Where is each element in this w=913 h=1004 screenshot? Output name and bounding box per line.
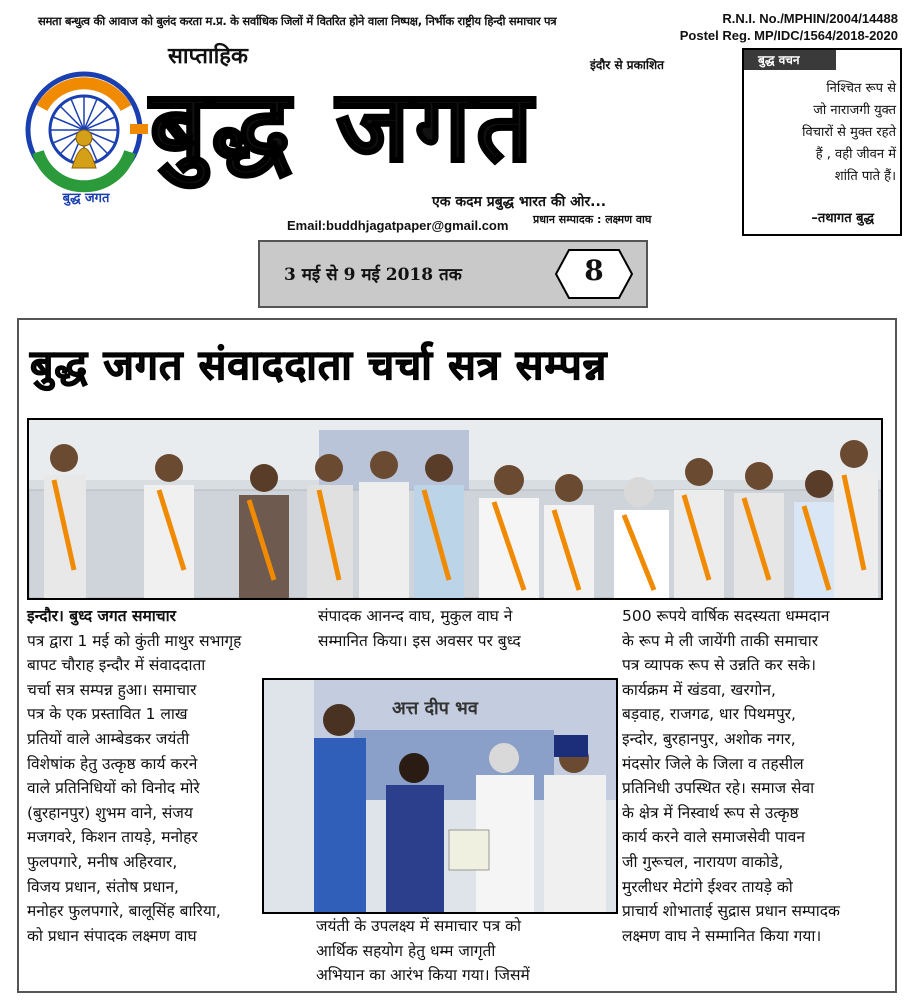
article-line: चर्चा सत्र सम्पन्न हुआ। समाचार	[27, 680, 197, 699]
article-line: विशेषांक हेतु उत्कृष्ठ कार्य करने	[27, 754, 198, 773]
article-line: कार्यक्रम में खंडवा, खरगोन,	[622, 680, 776, 699]
article-line: के रूप मे ली जायेंगी ताकी समाचार	[622, 631, 819, 650]
article-column-3	[622, 604, 890, 948]
article-line: कार्य करने वाले समाजसेवी पावन	[622, 828, 806, 847]
article-line: अभियान का आरंभ किया गया। जिसमें	[316, 966, 530, 985]
rni-number: R.N.I. No./MPHIN/2004/14488	[722, 11, 898, 26]
article-line: (बुरहानपुर) शुभम वाने, संजय	[27, 803, 193, 822]
group-photo	[27, 418, 883, 600]
article-line	[27, 604, 307, 629]
postal-registration: Postel Reg. MP/IDC/1564/2018-2020	[679, 28, 898, 43]
weekly-label: साप्ताहिक	[168, 44, 248, 69]
article-line: को प्रधान संपादक लक्ष्मण वाघ	[27, 926, 197, 945]
article-line: प्रतियों वाले आम्बेडकर जयंती	[27, 729, 190, 748]
article-line: पत्र द्वारा 1 मई को कुंती माथुर सभागृह	[27, 631, 242, 650]
registration-info	[668, 10, 898, 44]
logo-caption: बुद्ध जगत	[62, 191, 110, 206]
photo-banner-text: अत्त दीप भव	[392, 698, 478, 719]
quote-line: जो नाराजगी युक्त	[813, 103, 896, 118]
article-line: प्राचार्य शोभाताई सुद्रास प्रधान सम्पादक	[622, 902, 840, 921]
article-line-text: इन्दौर। बुध्द जगत समाचार	[27, 607, 176, 625]
newspaper-motto: एक कदम प्रबुद्ध भारत की ओर...	[432, 194, 607, 210]
article-column-2-bottom	[316, 914, 616, 988]
chief-editor: प्रधान सम्पादक : लक्ष्मण वाघ	[533, 213, 652, 226]
article-line: विजय प्रधान, संतोष प्रधान,	[27, 877, 179, 896]
quote-source: –तथागत बुद्ध	[811, 211, 874, 226]
buddha-quote-box	[742, 48, 902, 236]
published-from: इंदौर से प्रकाशित	[590, 58, 665, 72]
article-line: आर्थिक सहयोग हेतु धम्म जागृती	[316, 941, 496, 960]
article-line: मजगवरे, किशन तायड़े, मनोहर	[27, 828, 198, 847]
issue-date-bar	[258, 240, 648, 308]
article-line: के क्षेत्र में निस्वार्थ रूप से उत्कृष्ठ	[622, 803, 799, 822]
page-number: 8	[584, 254, 604, 287]
article-line: जयंती के उपलक्ष्य में समाचार पत्र को	[316, 917, 522, 935]
felicitation-photo	[262, 678, 618, 914]
article-column-2	[318, 604, 602, 653]
article-line: इन्दोर, बुरहानपुर, अशोक नगर,	[622, 729, 796, 748]
article-line: पत्र व्यापक रूप से उन्नति कर सके।	[622, 656, 816, 675]
article-line: संपादक आनन्द वाघ, मुकुल वाघ ने	[318, 607, 513, 625]
quote-text	[754, 78, 896, 188]
dharma-chakra-logo	[22, 68, 150, 208]
masthead-tagline: समता बन्धुत्व की आवाज को बुलंद करता म.प्र. के सर्वाधिक जिलों में वितरित होने वाला निष्पक्ष, निर्भीक राष्ट्रीय हिन्दी समाचार पत्र	[38, 14, 557, 28]
quote-line: निश्चित रूप से	[826, 81, 896, 96]
issue-date: 3 मई से 9 मई 2018 तक	[284, 265, 462, 285]
article-line: लक्ष्मण वाघ ने सम्मानित किया गया।	[622, 926, 822, 945]
article-line: 500 रूपये वार्षिक सदस्यता धम्मदान	[622, 607, 830, 625]
article-line: बापट चौराह इन्दौर में संवाददाता	[27, 656, 206, 675]
article-line: वाले प्रतिनिधियों को विनोद मोरे	[27, 779, 200, 798]
article-headline: बुद्ध जगत संवाददाता चर्चा सत्र सम्पन्न	[30, 341, 608, 389]
quote-line: विचारों से मुक्त रहते	[802, 125, 896, 140]
quote-box-heading: बुद्ध वचन	[744, 50, 836, 70]
article-line: पत्र के एक प्रस्तावित 1 लाख	[27, 705, 188, 724]
article-line: सम्मानित किया। इस अवसर पर बुध्द	[318, 631, 521, 650]
contact-email: Email:buddhjagatpaper@gmail.com	[287, 218, 509, 233]
article-line: मुरलीधर मेटांगे ईश्वर तायड़े को	[622, 877, 793, 896]
article-line: बड़वाह, राजगढ, धार पिथमपुर,	[622, 705, 796, 724]
article-line: जी गुरूचल, नारायण वाकोडे,	[622, 852, 784, 871]
article-line: मंदसोर जिले के जिला व तहसील	[622, 754, 804, 773]
article-line: मनोहर फुलपगारे, बालूसिंह बारिया,	[27, 902, 221, 921]
article-line: प्रतिनिधी उपस्थित रहे। समाज सेवा	[622, 779, 815, 798]
quote-line: हैं , वही जीवन में	[815, 147, 896, 162]
quote-line: शांति पाते हैं।	[834, 169, 896, 184]
article-line: फुलपगारे, मनीष अहिरवार,	[27, 852, 178, 871]
newspaper-title: बुद्ध जगत	[150, 70, 539, 184]
